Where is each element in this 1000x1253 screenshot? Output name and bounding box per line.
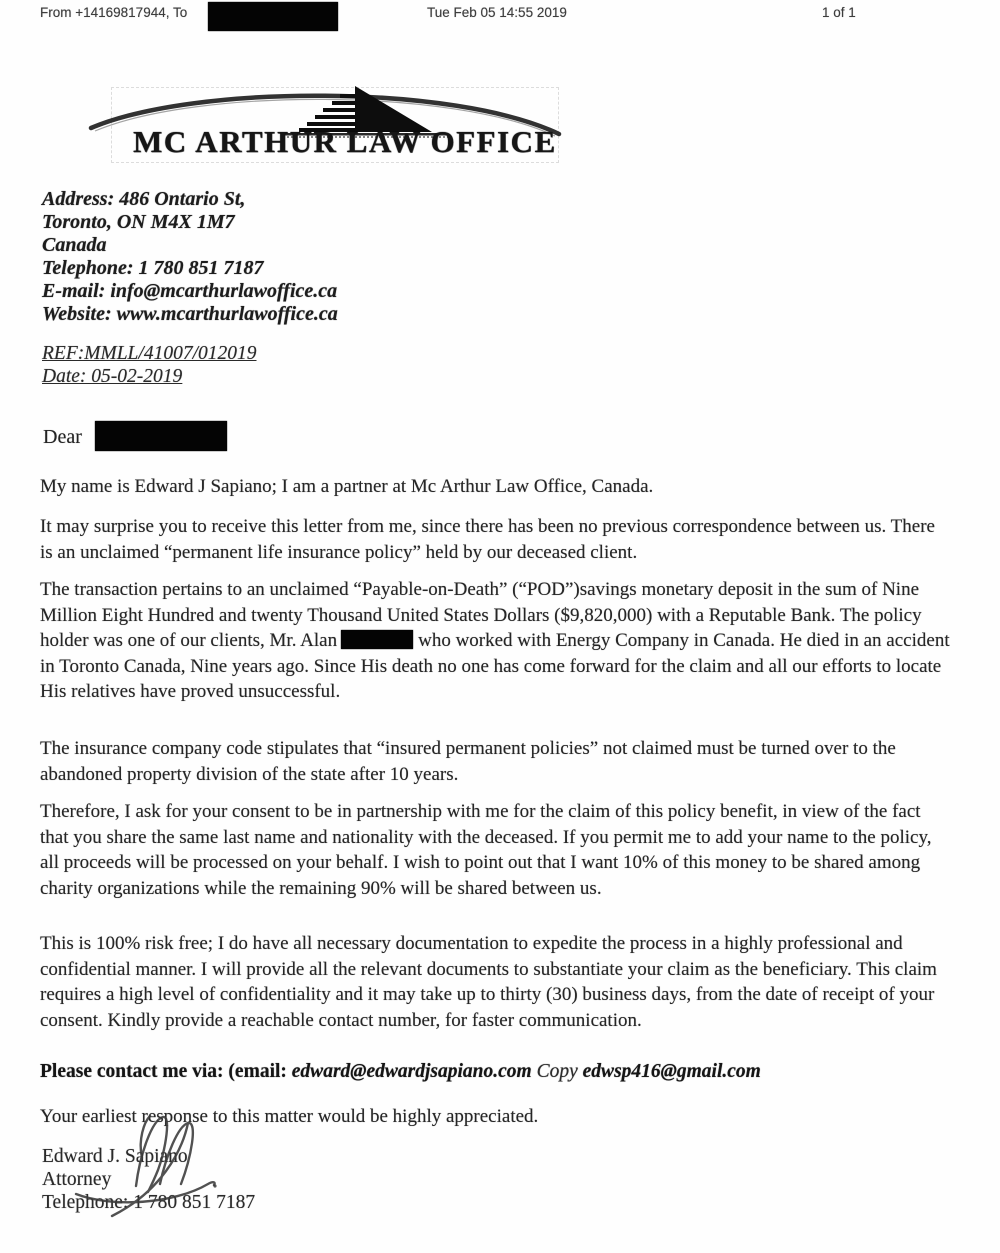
signature-name: Edward J. Sapiano — [42, 1146, 188, 1167]
paragraph-insurance-code: The insurance company code stipulates that “insured permanent policies” not claimed must be turned over to the abandoned property division of the state after 10 years. — [40, 738, 896, 785]
paragraph-surprise: It may surprise you to receive this letter from me, since there has been no previous correspondence between us. There is an unclaimed “permanent life insurance policy” held by our deceased client. — [40, 516, 935, 563]
signature-title: Attorney — [42, 1169, 112, 1190]
paragraph-risk-free: This is 100% risk free; I do have all necessary documentation to expedite the process in a highly professional and confidential manner. I will provide all the relevant documents to substantiate your claim as the beneficiary. This claim requires a high level of confidentiality and it may take up to thirty (30) business days, from the date of receipt of your consent. Kindly provide a reachable contact number, for faster communication. — [40, 933, 937, 1031]
firm-name: MC ARTHUR LAW OFFICE — [133, 124, 557, 159]
greeting: Dear — [43, 426, 82, 448]
contact-email-primary: edward@edwardjsapiano.com — [291, 1061, 532, 1082]
fax-from-number: From +14169817944, To — [40, 5, 188, 20]
paragraph-transaction — [40, 577, 952, 705]
reference-number: REF:MMLL/41007/012019 — [42, 343, 257, 364]
contact-copy-label: Copy — [531, 1061, 583, 1082]
letterhead-address-line3: Canada — [42, 234, 107, 256]
redaction-box-addressee — [95, 421, 227, 451]
contact-instruction-line — [40, 1061, 761, 1083]
closing-line: Your earliest response to this matter would be highly appreciated. — [40, 1106, 539, 1127]
letterhead-website: Website: www.mcarthurlawoffice.ca — [42, 303, 338, 325]
letterhead-email: E-mail: info@mcarthurlawoffice.ca — [42, 280, 338, 302]
redaction-box-surname — [341, 630, 413, 649]
redaction-box-recipient — [208, 2, 338, 31]
paragraph-transaction-after: who worked with Energy Company in Canada. He died in an accident in Toronto Canada, Nine years ago. Since His death no one has come forward for the claim and all our efforts to locate His relatives have proved unsuccessful. — [40, 630, 950, 702]
fax-page-count: 1 of 1 — [822, 5, 856, 20]
fax-timestamp: Tue Feb 05 14:55 2019 — [427, 5, 567, 20]
letterhead-address-line1: Address: 486 Ontario St, — [42, 188, 246, 210]
paragraph-introduction: My name is Edward J Sapiano; I am a partner at Mc Arthur Law Office, Canada. — [40, 476, 654, 497]
signature-telephone: Telephone: 1 780 851 7187 — [42, 1192, 256, 1213]
paragraph-proposal: Therefore, I ask for your consent to be in partnership with me for the claim of this policy benefit, in view of the fact that you share the same last name and nationality with the deceased. If you permit me to add your name to the policy, all proceeds will be processed on your behalf. I wish to point out that I want 10% of this money to be shared among charity organizations while the remaining 90% will be shared between us. — [40, 801, 932, 899]
contact-label: Please contact me via: (email: — [40, 1061, 292, 1082]
contact-email-copy: edwsp416@gmail.com — [582, 1061, 761, 1082]
paragraph-transaction-before: The transaction pertains to an unclaimed “Payable-on-Death” (“POD”)savings monetary deposit in the sum of Nine Million Eight Hundred and twenty Thousand United States Dollars ($9,820,000) with a Reputable Bank. The policy holder was one of our clients, Mr. Alan — [40, 579, 922, 651]
letterhead-telephone: Telephone: 1 780 851 7187 — [42, 257, 264, 279]
letter-date: Date: 05-02-2019 — [42, 366, 183, 387]
letterhead-address-line2: Toronto, ON M4X 1M7 — [42, 211, 235, 233]
